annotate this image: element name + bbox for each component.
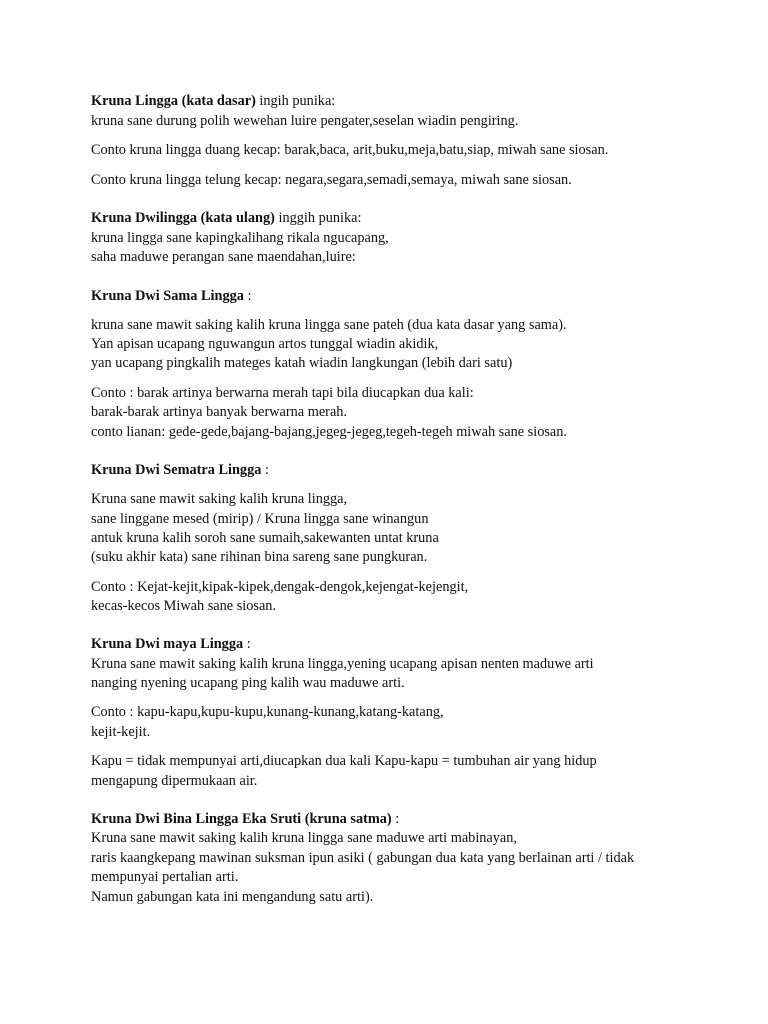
section-2-text-1: kruna lingga sane kapingkalihang rikala ngucapang, (91, 230, 389, 246)
section-5-text-1: Kruna sane mawit saking kalih kruna lingga,yening ucapang apisan nenten maduwe arti (91, 656, 594, 672)
section-3-example-2: barak-barak artinya banyak berwarna merah. (91, 404, 348, 420)
section-5-heading-line (91, 635, 251, 654)
section-2-heading: Kruna Dwilingga (kata ulang) (91, 210, 275, 226)
section-4-heading-suffix: : (261, 462, 269, 478)
section-2-heading-line (91, 209, 361, 228)
section-5-heading: Kruna Dwi maya Lingga (91, 636, 244, 652)
section-2-text-2: saha maduwe perangan sane maendahan,luire: (91, 249, 356, 265)
section-5-note-2: mengapung dipermukaan air. (91, 773, 258, 789)
section-5-heading-suffix: : (243, 636, 251, 652)
section-3-text-3: yan ucapang pingkalih mateges katah wiadin langkungan (lebih dari satu) (91, 355, 513, 371)
section-5-example-1: Conto : kapu-kapu,kupu-kupu,kunang-kunang,katang-katang, (91, 704, 444, 720)
section-6-heading: Kruna Dwi Bina Lingga Eka Sruti (kruna satma) (91, 811, 392, 827)
section-5-example-2: kejit-kejit. (91, 724, 151, 740)
section-4-text-3: antuk kruna kalih soroh sane sumaih,sakewanten untat kruna (91, 530, 439, 546)
section-5-text-2: nanging nyening ucapang ping kalih wau maduwe arti. (91, 675, 405, 691)
section-4-heading: Kruna Dwi Sematra Lingga (91, 462, 262, 478)
section-1-heading: Kruna Lingga (kata dasar) (91, 93, 256, 109)
section-3-heading: Kruna Dwi Sama Lingga (91, 288, 244, 304)
section-6-text-1: Kruna sane mawit saking kalih kruna lingga sane maduwe arti mabinayan, (91, 830, 517, 846)
section-1-example-2: Conto kruna lingga telung kecap: negara,segara,semadi,semaya, miwah sane siosan. (91, 172, 572, 188)
section-1-example-1: Conto kruna lingga duang kecap: barak,baca, arit,buku,meja,batu,siap, miwah sane siosan. (91, 142, 609, 158)
section-3-example-1: Conto : barak artinya berwarna merah tapi bila diucapkan dua kali: (91, 385, 474, 401)
section-3-text-2: Yan apisan ucapang nguwangun artos tunggal wiadin akidik, (91, 336, 439, 352)
section-6-heading-line (91, 810, 399, 829)
section-1-text: kruna sane durung polih wewehan luire pengater,seselan wiadin pengiring. (91, 113, 519, 129)
section-5-note-1: Kapu = tidak mempunyai arti,diucapkan dua kali Kapu-kapu = tumbuhan air yang hidup (91, 753, 597, 769)
section-4-example-1: Conto : Kejat-kejit,kipak-kipek,dengak-dengok,kejengat-kejengit, (91, 579, 469, 595)
section-3-heading-line (91, 287, 251, 306)
section-4-text-4: (suku akhir kata) sane rihinan bina sareng sane pungkuran. (91, 549, 428, 565)
section-6-text-3: mempunyai pertalian arti. (91, 869, 239, 885)
section-3-example-3: conto lianan: gede-gede,bajang-bajang,jegeg-jegeg,tegeh-tegeh miwah sane siosan. (91, 424, 567, 440)
section-1-heading-line (91, 92, 335, 111)
section-4-example-2: kecas-kecos Miwah sane siosan. (91, 598, 277, 614)
section-6-text-2: raris kaangkepang mawinan suksman ipun asiki ( gabungan dua kata yang berlainan arti / tidak (91, 850, 635, 866)
section-3-heading-suffix: : (243, 288, 252, 304)
section-2-heading-suffix: inggih punika: (274, 210, 362, 226)
section-6-text-4: Namun gabungan kata ini mengandung satu arti). (91, 889, 374, 905)
section-3-text-1: kruna sane mawit saking kalih kruna lingga sane pateh (dua kata dasar yang sama). (91, 317, 567, 333)
section-4-text-2: sane linggane mesed (mirip) / Kruna lingga sane winangun (91, 511, 429, 527)
section-6-heading-suffix: : (391, 811, 400, 827)
section-1-heading-suffix: ingih punika: (255, 93, 336, 109)
section-4-text-1: Kruna sane mawit saking kalih kruna lingga, (91, 491, 348, 507)
section-4-heading-line (91, 461, 269, 480)
